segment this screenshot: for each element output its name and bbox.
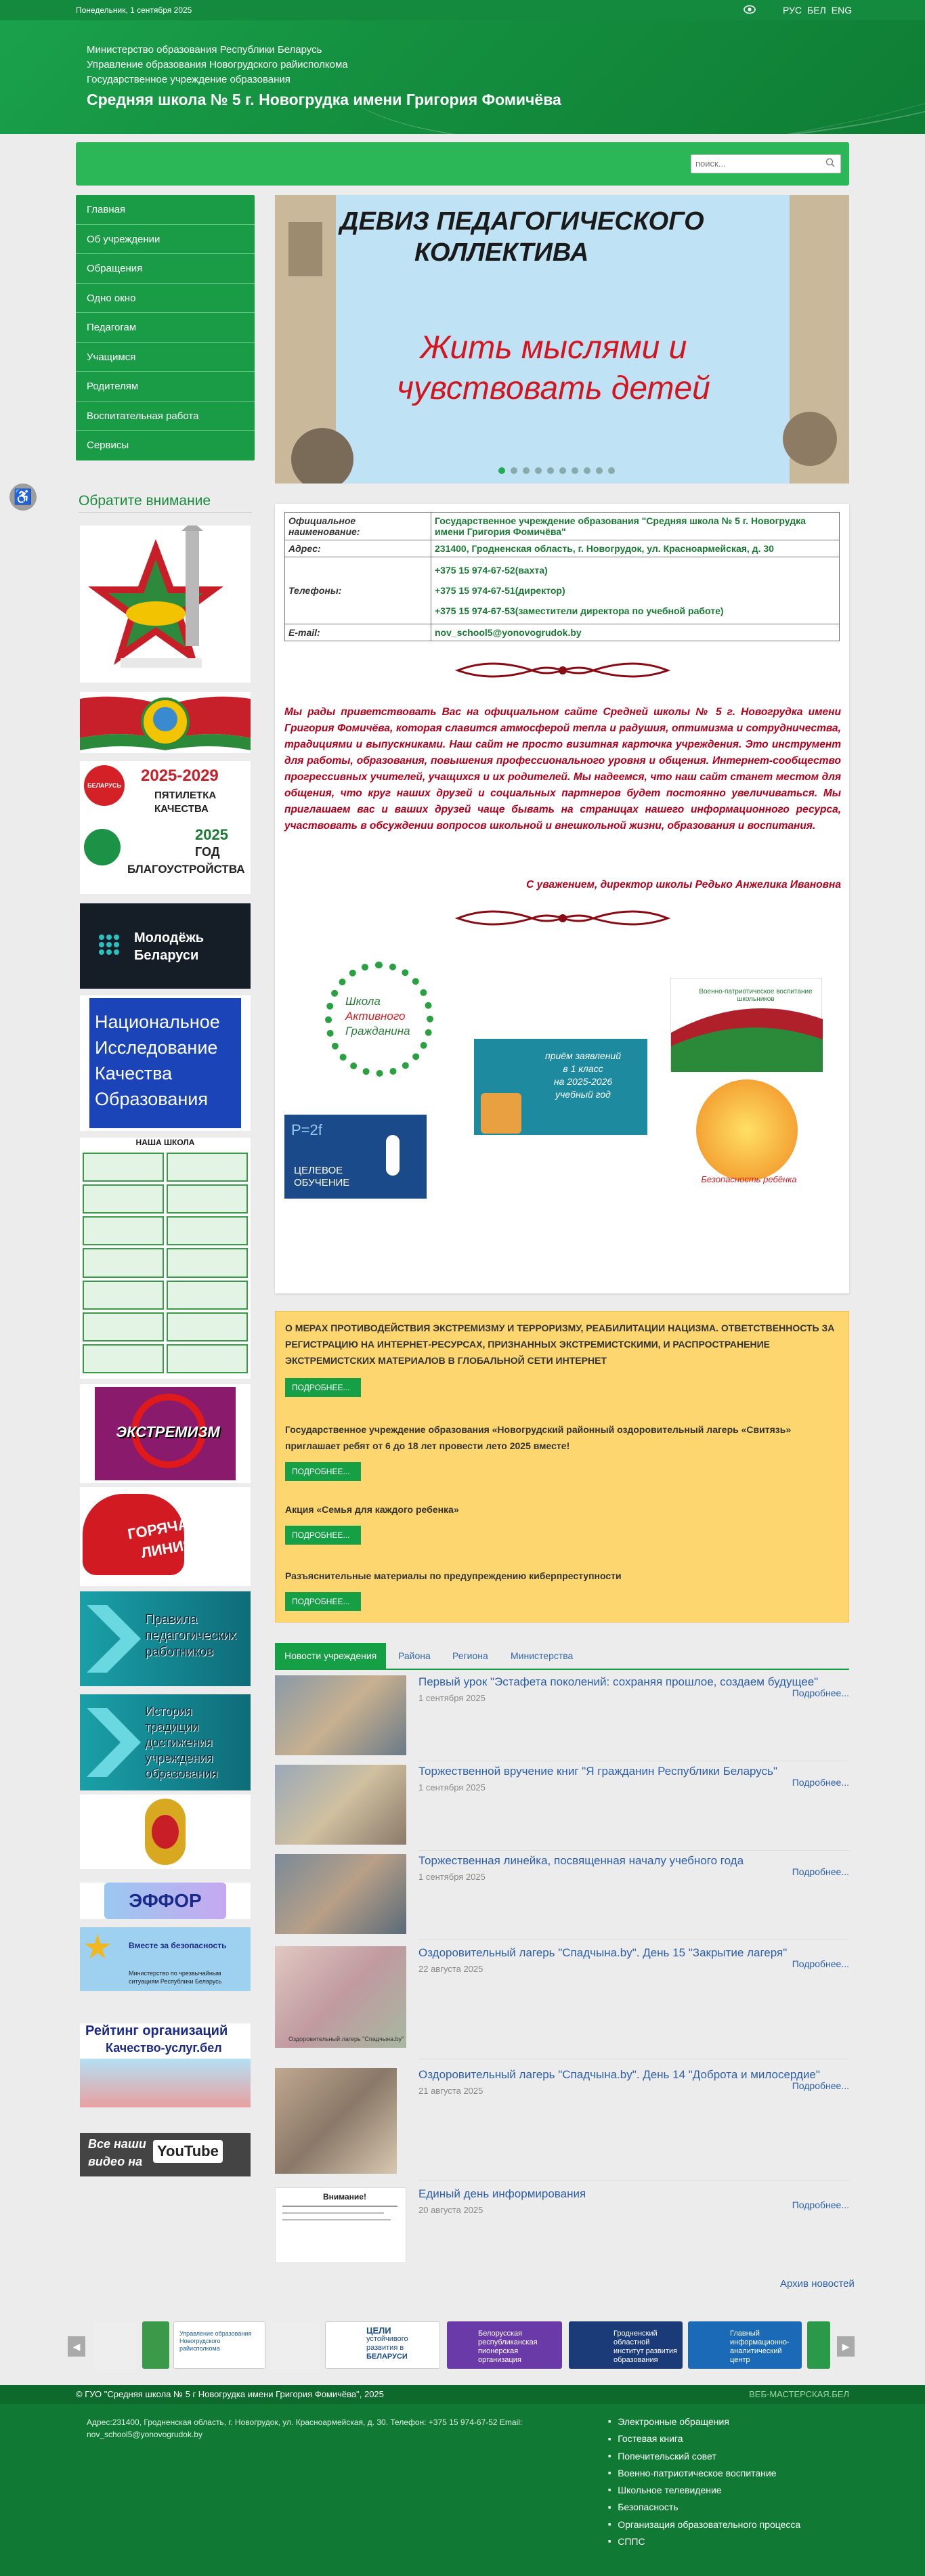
footer-link[interactable]: ■ СППС <box>608 2533 800 2550</box>
slider-dot[interactable] <box>572 467 578 474</box>
footer-studio-link[interactable]: ВЕБ-МАСТЕРСКАЯ.БЕЛ <box>749 2389 849 2399</box>
belarus-badge-icon: БЕЛАРУСЬ <box>84 765 125 806</box>
tile-first-grade-admission[interactable]: приём заявлений в 1 класс на 2025-2026 учебный год <box>474 1039 647 1135</box>
news-date: 20 августа 2025 <box>418 2205 483 2215</box>
banner-belarus-emblem[interactable] <box>80 692 251 753</box>
news-item <box>275 1946 849 2055</box>
nav-about[interactable]: Об учреждении <box>76 225 255 255</box>
header-ministry: Министерство образования Республики Беларусь <box>87 44 322 56</box>
banner-80-years-victory[interactable] <box>80 525 251 683</box>
address: 231400, Гродненская область, г. Новогрудок, ул. Красноармейская, д. 30 <box>431 540 840 557</box>
news-date: 22 августа 2025 <box>418 1964 483 1974</box>
footer-link[interactable]: ■ Гостевая книга <box>608 2430 800 2447</box>
main-nav <box>76 195 255 460</box>
footer-link[interactable]: ■ Электронные обращения <box>608 2413 800 2430</box>
partner-logo[interactable] <box>807 2321 830 2369</box>
banner-youth-belarus[interactable]: Молодёжь Беларуси <box>80 903 251 989</box>
official-name: Государственное учреждение образования "Средняя школа № 5 г. Новогрудка имени Григория Фомичёва" <box>431 513 840 540</box>
accessibility-float-icon[interactable]: ♿ <box>9 484 37 511</box>
banner-effor[interactable]: ЭФФОР <box>80 1883 251 1919</box>
news-title[interactable]: Оздоровительный лагерь "Спадчына.by". День 15 "Закрытие лагеря" <box>418 1946 788 1959</box>
hero-slider[interactable] <box>275 195 849 484</box>
search-box <box>691 154 841 173</box>
news-thumbnail[interactable] <box>275 1854 406 1934</box>
partners-carousel <box>68 2321 857 2373</box>
tab-school-news[interactable]: Новости учреждения <box>275 1643 386 1669</box>
news-tabs <box>275 1643 849 1670</box>
footer-link[interactable]: ■ Школьное телевидение <box>608 2482 800 2499</box>
partner-logo[interactable]: Белорусская республиканская пионерская организация <box>447 2321 562 2369</box>
accessibility-eye-icon[interactable] <box>744 5 756 16</box>
notice-item: О МЕРАХ ПРОТИВОДЕЙСТВИЯ ЭКСТРЕМИЗМУ И ТЕРРОРИЗМУ, РЕАБИЛИТАЦИИ НАЦИЗМА. ОТВЕТСТВЕННОСТЬ ЗА РЕГИСТРАЦИЮ НА ИНТЕРНЕТ-РЕСУРСАХ, ПРИЗНАННЫХ ЭКСТРЕМИСТСКИМИ, И РАСПРОСТРАНЕНИЕ ЭКСТРЕМИСТСКИХ МАТЕРИАЛОВ В ГЛОБАЛЬНОЙ СЕТИ ИНТЕРНЕТ <box>285 1323 835 1366</box>
footer-link[interactable]: ■ Безопасность <box>608 2499 800 2516</box>
notice-more-button[interactable]: ПОДРОБНЕЕ... <box>285 1526 361 1545</box>
sun-icon <box>696 1079 798 1181</box>
tile-military-patriotic[interactable]: Военно-патриотическое воспитание школьников <box>670 978 822 1071</box>
slider-dot[interactable] <box>535 467 542 474</box>
header-org-type: Государственное учреждение образования <box>87 74 291 85</box>
tile-child-safety[interactable]: Безопасность ребёнка <box>689 1079 804 1188</box>
phone-watch[interactable]: +375 15 974-67-52(вахта) <box>435 565 548 576</box>
banner-youtube[interactable]: Все наши видео на YouTube <box>80 2133 251 2176</box>
footer-link[interactable]: ■ Попечительский совет <box>608 2448 800 2465</box>
news-thumbnail[interactable] <box>275 1765 406 1845</box>
partner-logo[interactable]: Управление образования Новогрудского райисполкома <box>173 2321 265 2369</box>
slider-dot[interactable] <box>547 467 554 474</box>
lang-ru[interactable]: РУС <box>783 5 802 16</box>
news-thumbnail[interactable]: Внимание! <box>275 2187 406 2263</box>
banner-police-emblem[interactable] <box>80 1795 251 1869</box>
footer-copyright: © ГУО "Средняя школа № 5 г Новогрудка имени Григория Фомичёва", 2025 <box>76 2389 384 2399</box>
news-date: 1 сентября 2025 <box>418 1872 486 1882</box>
slider-dot[interactable] <box>584 467 590 474</box>
notice-item: Государственное учреждение образования «Новогрудский районный оздоровительный лагерь «Свитязь» приглашает ребят от 6 до 18 лет провести лето 2025 вместе! <box>285 1424 792 1451</box>
site-header <box>0 20 925 134</box>
tile-active-citizen-school[interactable]: Школа Активного Гражданина <box>325 962 433 1077</box>
nav-services[interactable]: Сервисы <box>87 439 129 451</box>
news-item <box>275 2068 849 2176</box>
slider-motto: Жить мыслями и чувствовать детей <box>397 330 710 406</box>
slider-dot[interactable] <box>498 467 505 474</box>
notice-more-button[interactable]: ПОДРОБНЕЕ... <box>285 1378 361 1397</box>
banner-teacher-rules[interactable]: Правила педагогических работников <box>80 1591 251 1686</box>
site-footer <box>0 2385 925 2576</box>
nav-home[interactable]: Главная <box>76 195 255 225</box>
banner-mchs-safety[interactable]: Вместе за безопасность Министерство по чрезвычайным ситуациям Республики Беларусь <box>80 1927 251 1991</box>
news-thumbnail[interactable] <box>275 1675 406 1755</box>
slider-dot[interactable] <box>511 467 517 474</box>
footer-links <box>608 2413 800 2550</box>
phone-deputy[interactable]: +375 15 974-67-53(заместители директора по учебной работе) <box>435 605 724 616</box>
news-item <box>275 1675 849 1770</box>
news-title[interactable]: Торжественная линейка, посвященная началу учебного года <box>418 1854 744 1867</box>
phone-director[interactable]: +375 15 974-67-51(директор) <box>435 585 565 596</box>
top-bar <box>0 0 925 20</box>
news-more-link[interactable]: Подробнее... <box>792 1777 849 1788</box>
banner-nikio[interactable]: Национальное Исследование Качества Образования <box>80 995 251 1131</box>
tab-ministry[interactable]: Министерства <box>511 1650 574 1661</box>
notice-item: Разъяснительные материалы по предупреждению киберпреступности <box>285 1570 622 1581</box>
search-input[interactable] <box>695 158 817 169</box>
news-more-link[interactable]: Подробнее... <box>792 1688 849 1698</box>
tile-target-training[interactable]: P=2f ЦЕЛЕВОЕ ОБУЧЕНИЕ <box>284 1115 427 1199</box>
notice-more-button[interactable]: ПОДРОБНЕЕ... <box>285 1592 361 1611</box>
nav-students[interactable]: Учащимся <box>76 343 255 372</box>
person-walking-icon <box>386 1135 400 1176</box>
news-more-link[interactable]: Подробнее... <box>792 2199 849 2210</box>
news-title[interactable]: Торжественной вручение книг "Я гражданин Республики Беларусь" <box>418 1765 777 1778</box>
news-more-link[interactable]: Подробнее... <box>792 1866 849 1877</box>
footer-link[interactable]: ■ Военно-патриотическое воспитание <box>608 2465 800 2482</box>
news-title[interactable]: Оздоровительный лагерь "Спадчына.by". День 14 "Доброта и милосердие" <box>418 2068 820 2081</box>
school-supplies-icon <box>481 1093 521 1134</box>
email-link[interactable]: nov_school5@yonovogrudok.by <box>431 624 840 641</box>
site-title[interactable]: Средняя школа № 5 г. Новогрудка имени Григория Фомичёва <box>87 91 561 108</box>
star-emblem-icon <box>84 1934 111 1961</box>
news-archive-link[interactable]: Архив новостей <box>780 2278 855 2290</box>
banner-our-school[interactable]: НАША ШКОЛА <box>80 1138 251 1379</box>
news-title[interactable]: Первый урок "Эстафета поколений: сохраняя прошлое, создаем будущее" <box>418 1675 819 1688</box>
news-thumbnail[interactable]: Оздоровительный лагерь "Спадчына.by" <box>275 1946 406 2048</box>
header-department: Управление образования Новогрудского райисполкома <box>87 59 348 70</box>
slider-dot[interactable] <box>608 467 615 474</box>
banner-five-year-quality[interactable]: БЕЛАРУСЬ 2025-2029 ПЯТИЛЕТКА КАЧЕСТВА 2025 ГОД БЛАГОУСТРОЙСТВА <box>80 761 251 894</box>
partner-logo[interactable] <box>93 2321 135 2369</box>
contacts-table: Официальное наименование: Государственное учреждение образования "Средняя школа № 5 г. Новогрудка имени Григория Фомичёва" Адрес: 231400, Гродненская область, г. Новогрудок, ул. Красноармейская, д. 30 Телефоны: +375 15 974-67-52(вахта) +375 15 974-67-51(директор) +375 15 974-67-53(заместители директора по учебной работе) E-mail: nov_school5@yonovogrudok.by <box>284 512 840 641</box>
partner-logo[interactable]: ЦЕЛИ устойчивого развития в БЕЛАРУСИ <box>325 2321 440 2369</box>
current-date: Понедельник, 1 сентября 2025 <box>76 5 192 15</box>
ornament-divider <box>451 903 674 933</box>
slider-dot[interactable] <box>596 467 603 474</box>
leaf-badge-icon <box>84 829 121 865</box>
partner-logo[interactable] <box>142 2321 169 2369</box>
news-item <box>275 1765 849 1860</box>
footer-link[interactable]: ■ Организация образовательного процесса <box>608 2516 800 2533</box>
slider-dot[interactable] <box>523 467 530 474</box>
carousel-prev-icon[interactable]: ◀ <box>68 2336 85 2357</box>
news-date: 21 августа 2025 <box>418 2086 483 2096</box>
notice-more-button[interactable]: ПОДРОБНЕЕ... <box>285 1462 361 1481</box>
banner-extremism[interactable]: ЭКСТРЕМИЗМ <box>80 1384 251 1483</box>
news-thumbnail[interactable] <box>275 2068 397 2174</box>
news-item <box>275 2187 849 2269</box>
news-title[interactable]: Единый день информирования <box>418 2187 586 2200</box>
carousel-next-icon[interactable]: ▶ <box>837 2336 855 2357</box>
tab-region[interactable]: Региона <box>452 1650 488 1661</box>
news-item <box>275 1854 849 1949</box>
banner-history[interactable]: История традиции достижения учреждения образования <box>80 1694 251 1790</box>
main-content <box>275 504 849 1293</box>
partner-logo[interactable]: Главный информационно-аналитический центр <box>688 2321 802 2369</box>
news-date: 1 сентября 2025 <box>418 1693 486 1703</box>
lang-be[interactable]: БЕЛ <box>807 5 826 16</box>
partner-logo[interactable] <box>271 2321 320 2369</box>
director-signature: С уважением, директор школы Редько Анжелика Ивановна <box>526 879 841 890</box>
lang-en[interactable]: ENG <box>831 5 853 16</box>
slider-title: ДЕВИЗ ПЕДАГОГИЧЕСКОГО КОЛЛЕКТИВА <box>340 207 704 267</box>
nav-upbringing[interactable]: Воспитательная работа <box>76 402 255 431</box>
slider-pagination <box>498 467 615 474</box>
nav-one-window[interactable]: Одно окно <box>76 284 255 314</box>
banner-rating-orgs[interactable]: Рейтинг организаций Качество-услуг.бел <box>80 2023 251 2107</box>
nav-teachers[interactable]: Педагогам <box>76 313 255 343</box>
nav-parents[interactable]: Родителям <box>76 372 255 402</box>
welcome-text: Мы рады приветствовать Вас на официальном сайте Средней школы № 5 г. Новогрудка имени Григория Фомичёва, которая славится атмосферой тепла и радушия, оптимизма и сотрудничества, традициями и выпускниками. Наш сайт не просто визитная карточка учреждения. Это инструмент для работы, образования, повышения профессионального уровня и общения. Интернет-сообщество прогрессивных учителей, учащихся и их родителей. Мы надеемся, что наш сайт станет местом для общения, что круг наших друзей и социальных партнеров будет постоянно увеличиваться. Мы приглашаем вас и ваших друзей чаще бывать на страницах нашего информационного ресурса, участвовать в обсуждении вопросов школьной и внешкольной жизни, образования и воспитания. <box>284 706 841 832</box>
dots-logo-icon <box>99 935 119 955</box>
notices-block <box>275 1311 849 1623</box>
footer-address: Адрес:231400, Гродненская область, г. Новогрудок, ул. Красноармейская, д. 30. Телефон: +375 15 974-67-52 Email: nov_school5@yonovogrudok.by <box>87 2418 523 2439</box>
language-switcher <box>783 5 852 16</box>
banner-hotline[interactable]: ГОРЯЧАЯ ЛИНИЯ <box>80 1487 251 1586</box>
youtube-logo-icon: YouTube <box>153 2140 223 2163</box>
slider-dot[interactable] <box>559 467 566 474</box>
nav-appeals[interactable]: Обращения <box>76 254 255 284</box>
search-icon[interactable] <box>825 158 838 170</box>
partner-logo[interactable]: Гродненский областной институт развития образования <box>569 2321 683 2369</box>
notice-item: Акция «Семья для каждого ребенка» <box>285 1504 459 1515</box>
ornament-divider <box>451 656 674 685</box>
news-more-link[interactable]: Подробнее... <box>792 1958 849 1969</box>
news-more-link[interactable]: Подробнее... <box>792 2080 849 2091</box>
tab-district[interactable]: Района <box>398 1650 431 1661</box>
news-date: 1 сентября 2025 <box>418 1782 486 1793</box>
attention-heading: Обратите внимание <box>79 493 211 509</box>
